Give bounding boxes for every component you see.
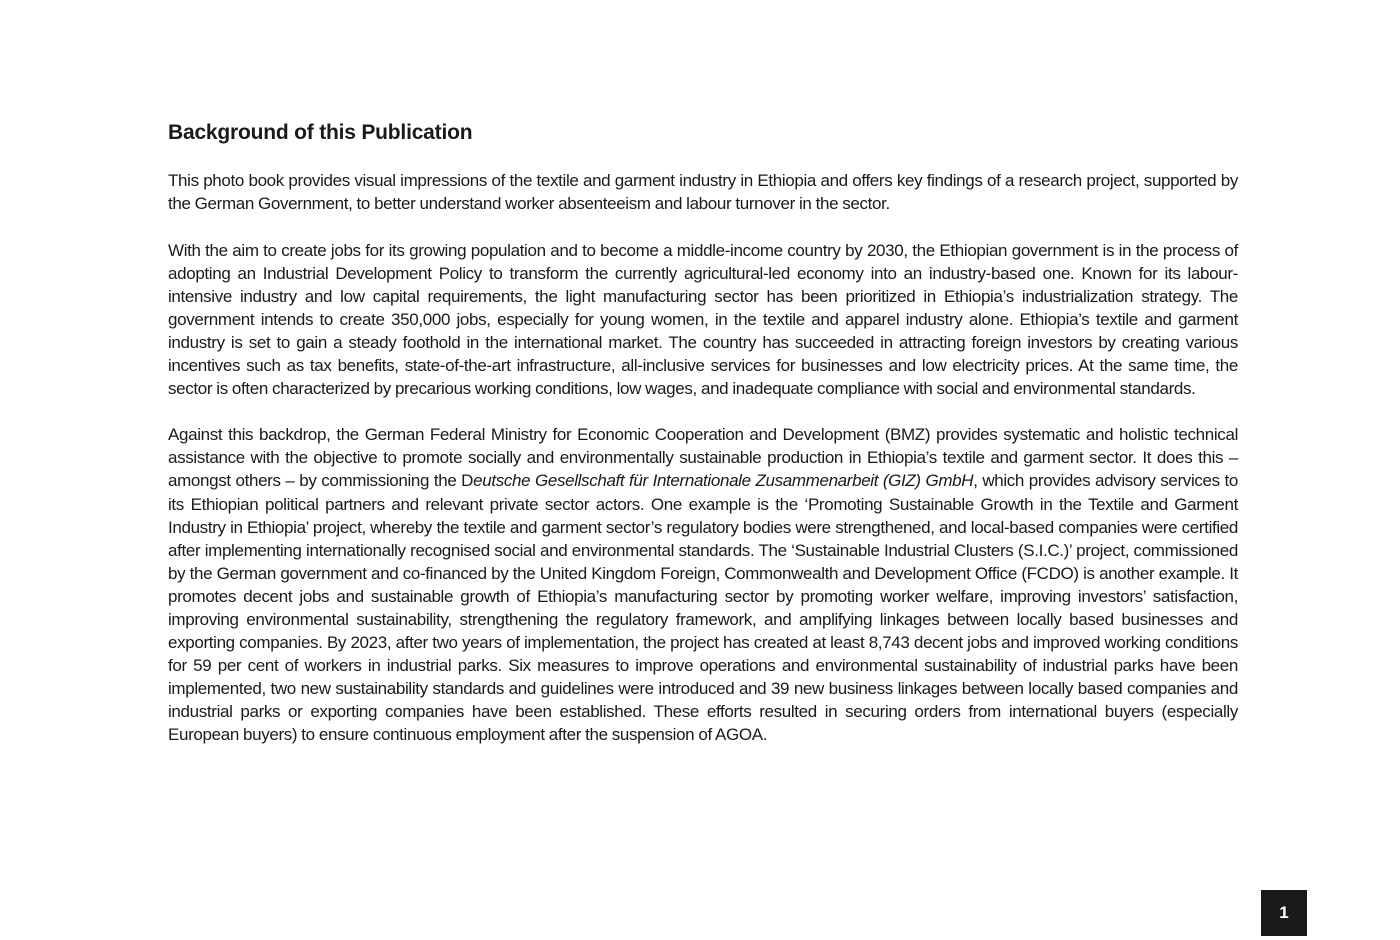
page-number: 1 <box>1279 903 1289 922</box>
section-title: Background of this Publication <box>168 121 473 144</box>
policy-paragraph: With the aim to create jobs for its growing population and to become a middle-income country by 2030, the Ethiopian government is in the process of adopting an Industrial Development Policy to transform the currently agricultural-led economy into an industry-based one. Known for its labour-intensive industry and low capital requirements, the light manufacturing sector has been prioritized in Ethiopia’s industrialization strategy. The government intends to create 350,000 jobs, especially for young women, in the textile and apparel industry alone. Ethiopia’s textile and garment industry is set to gain a steady foothold in the international market. The country has succeeded in attracting foreign investors by creating various incentives such as tax benefits, state-of-the-art infrastructure, all-inclusive services for businesses and low electricity prices. At the same time, the sector is often characterized by precarious working conditions, low wages, and inadequate compliance with social and environmental standards. <box>168 240 1238 399</box>
document-body <box>168 118 1238 770</box>
assistance-paragraph-text-end: , which provides advisory services to its Ethiopian political partners and relevant private sector actors. One example is the ‘Promoting Sustainable Growth in the Textile and Garment Industry in Ethiopia’ project, whereby the textile and garment sector’s regulatory bodies were strengthened, and local-based companies were certified after implementing internationally recognised social and environmental standards. The ‘Sustainable Industrial Clusters (S.I.C.)’ project, commissioned by the German government and co-financed by the United Kingdom Foreign, Commonwealth and Development Office (FCDO) is another example. It promotes decent jobs and sustainable growth of Ethiopia’s manufacturing sector by promoting worker welfare, improving investors’ satisfaction, improving environmental sustainability, strengthening the regulatory framework, and amplifying linkages between locally based businesses and exporting companies. By 2023, after two years of implementation, the project has created at least 8,743 decent jobs and improved working conditions for 59 per cent of workers in industrial parks. Six measures to improve operations and environmental sustainability of industrial parks have been implemented, two new sustainability standards and guidelines were introduced and 39 new business linkages between locally based companies and industrial parks or exporting companies have been established. These efforts resulted in securing orders from international buyers (especially European buyers) to ensure continuous employment after the suspension of AGOA. <box>168 471 1238 745</box>
page-number-badge <box>1261 890 1307 936</box>
assistance-paragraph-text-start: Against this backdrop, the German Federal Ministry for Economic Cooperation and Development (BMZ) provides systematic and holistic technical assistance with the objective to promote socially and environmentally sustainable production in Ethiopia’s textile and garment sector. It does this – amongst others – by commissioning the D <box>168 425 1238 491</box>
giz-name-italic: eutsche Gesellschaft für Internationale Zusammenarbeit (GIZ) GmbH <box>473 471 974 491</box>
intro-paragraph: This photo book provides visual impressions of the textile and garment industry in Ethiopia and offers key findings of a research project, supported by the German Government, to better understand worker absenteeism and labour turnover in the sector. <box>168 171 1238 214</box>
assistance-paragraph <box>168 423 1238 746</box>
